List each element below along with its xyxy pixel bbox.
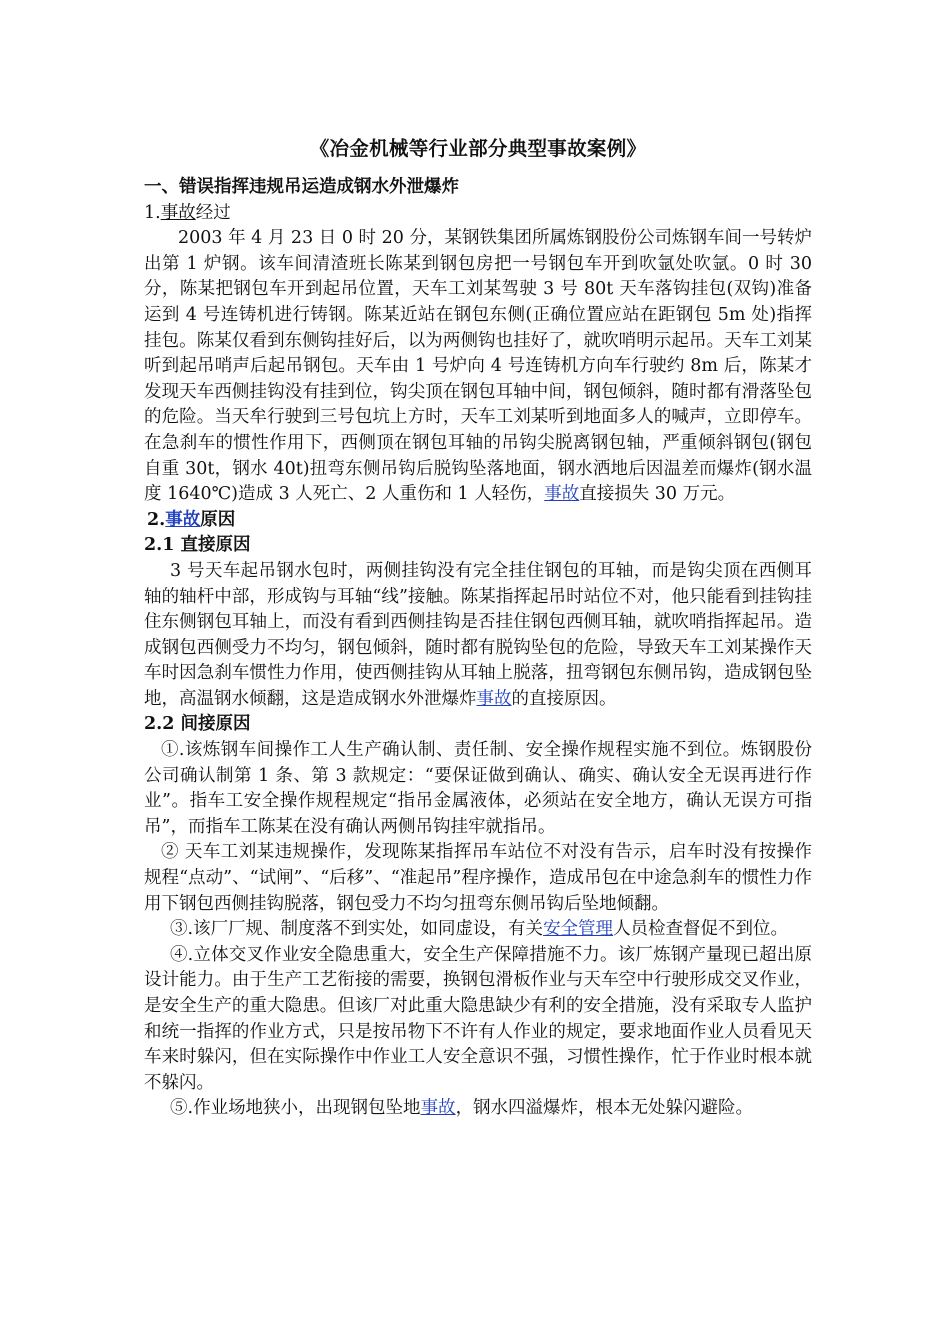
subheading-accident-process <box>144 201 812 227</box>
document-title: 《冶金机械等行业部分典型事故案例》 <box>309 137 647 160</box>
accident-link[interactable]: 事故 <box>420 1098 456 1119</box>
paragraph-text: ，钢水四溢爆炸，根本无处躲闪避险。 <box>455 1098 754 1119</box>
subheading-number: 2. <box>147 509 166 530</box>
paragraph-cause-3 <box>144 917 812 943</box>
paragraph-accident-process <box>144 226 812 508</box>
paragraph-text: 直接损失 30 万元。 <box>579 484 736 505</box>
paragraph-text: 3 号天车起吊钢水包时，两侧挂钩没有完全挂住钢包的耳轴，而是钩尖顶在西侧耳轴的轴杆中部，形成钩与耳轴“线”接触。陈某指挥起吊时站位不对，他只能看到挂钩挂住东侧钢包耳轴上，而没有看到西侧挂钩是否挂住钢包西侧耳轴，就吹哨指挥起吊。造成钢包西侧受力不均匀，钢包倾斜，随时都有脱钩坠包的危险，导致天车工刘某操作天车时因急刹车惯性力作用，使西侧挂钩从耳轴上脱落，扭弯钢包东侧吊钩，造成钢包坠地，高温钢水倾翻，这是造成钢水外泄爆炸 <box>144 560 812 709</box>
paragraph-text: ③.该厂厂规、制度落不到实处，如同虚设，有关 <box>170 919 544 940</box>
paragraph-cause-4: ④.立体交叉作业安全隐患重大，安全生产保障措施不力。该厂炼钢产量现已超出原设计能力。由于生产工艺衔接的需要，换钢包滑板作业与天车空中行驶形成交叉作业，是安全生产的重大隐患。但该厂对此重大隐患缺少有利的安全措施，没有采取专人监护和统一指挥的作业方式，只是按吊物下不许有人作业的规定，要求地面作业人员看见天车来时躲闪，但在实际操作中作业工人安全意识不强，习惯性操作，忙于作业时根本就不躲闪。 <box>144 944 812 1093</box>
accident-link[interactable]: 事故 <box>544 484 580 505</box>
paragraph-cause-1: ①.该炼钢车间操作工人生产确认制、责任制、安全操作规程实施不到位。炼钢股份公司确认制第 1 条、第 3 款规定：“要保证做到确认、确实、确认安全无误再进行作业”。指车工安全操作规程规定“指吊金属液体，必须站在安全地方，确认无误方可指吊”，而指车工陈某在没有确认两侧吊钩挂牢就指吊。 <box>144 740 812 837</box>
accident-cause-link[interactable]: 事故 <box>165 509 201 530</box>
paragraph-text: 人员检查督促不到位。 <box>613 919 789 940</box>
subheading-accident-word: 事故 <box>160 202 196 223</box>
section-heading-1: 一、错误指挥违规吊运造成钢水外泄爆炸 <box>144 177 459 197</box>
paragraph-text: 2003 年 4 月 23 日 0 时 20 分，某钢铁集团所属炼钢股份公司炼钢车间一号转炉出第 1 炉钢。该车间清渣班长陈某到钢包房把一号钢包车开到吹氩处吹氩。0 时 30 分，陈某把钢包车开到起吊位置，天车工刘某驾驶 3 号 80t 天车落钩挂包(双钩)准备运到 4 号连铸机进行铸钢。陈某近站在钢包东侧(正确位置应站在距钢包 5m 处)指挥挂包。陈某仅看到东侧钩挂好后，以为两侧钩也挂好了，就吹哨明示起吊。天车工刘某听到起吊哨声后起吊钢包。天车由 1 号炉向 4 号连铸机方向车行驶约 8m 后，陈某才发现天车西侧挂钩没有挂到位，钩尖顶在钢包耳轴中间，钢包倾斜，随时都有滑落坠包的危险。当天牟行驶到三号包坑上方时，天车工刘某听到地面多人的喊声，立即停车。在急刹车的惯性作用下，西侧顶在钢包耳轴的吊钩尖脱离钢包轴，严重倾斜钢包(钢包自重 30t，钢水 40t)扭弯东侧吊钩后脱钩坠落地面，钢水洒地后因温差而爆炸(钢水温度 1640℃)造成 3 人死亡、2 人重伤和 1 人轻伤， <box>144 228 812 505</box>
accident-link[interactable]: 事故 <box>476 688 512 709</box>
subheading-rest: 经过 <box>195 202 231 223</box>
subheading-direct-cause: 2.1 直接原因 <box>144 535 251 556</box>
subheading-indirect-cause: 2.2 间接原因 <box>144 714 251 735</box>
paragraph-cause-5 <box>144 1096 812 1122</box>
safety-management-link[interactable]: 安全管理 <box>543 919 614 940</box>
subheading-rest: 原因 <box>200 509 236 530</box>
paragraph-cause-2: ② 天车工刘某违规操作，发现陈某指挥吊车站位不对没有告示，启车时没有按操作规程“点动”、“试闸”、“后移”、“准起吊”程序操作，造成吊包在中途急刹车的惯性力作用下钢包西侧挂钩脱落，钢包受力不均匀扭弯东侧吊钩后坠地倾翻。 <box>144 842 812 914</box>
document-page <box>144 134 812 1122</box>
paragraph-text: ⑤.作业场地狭小，出现钢包坠地 <box>170 1098 421 1119</box>
subheading-accident-cause <box>144 508 812 534</box>
paragraph-direct-cause <box>144 559 812 713</box>
subheading-number: 1. <box>144 202 161 223</box>
paragraph-text: 的直接原因。 <box>511 688 617 709</box>
